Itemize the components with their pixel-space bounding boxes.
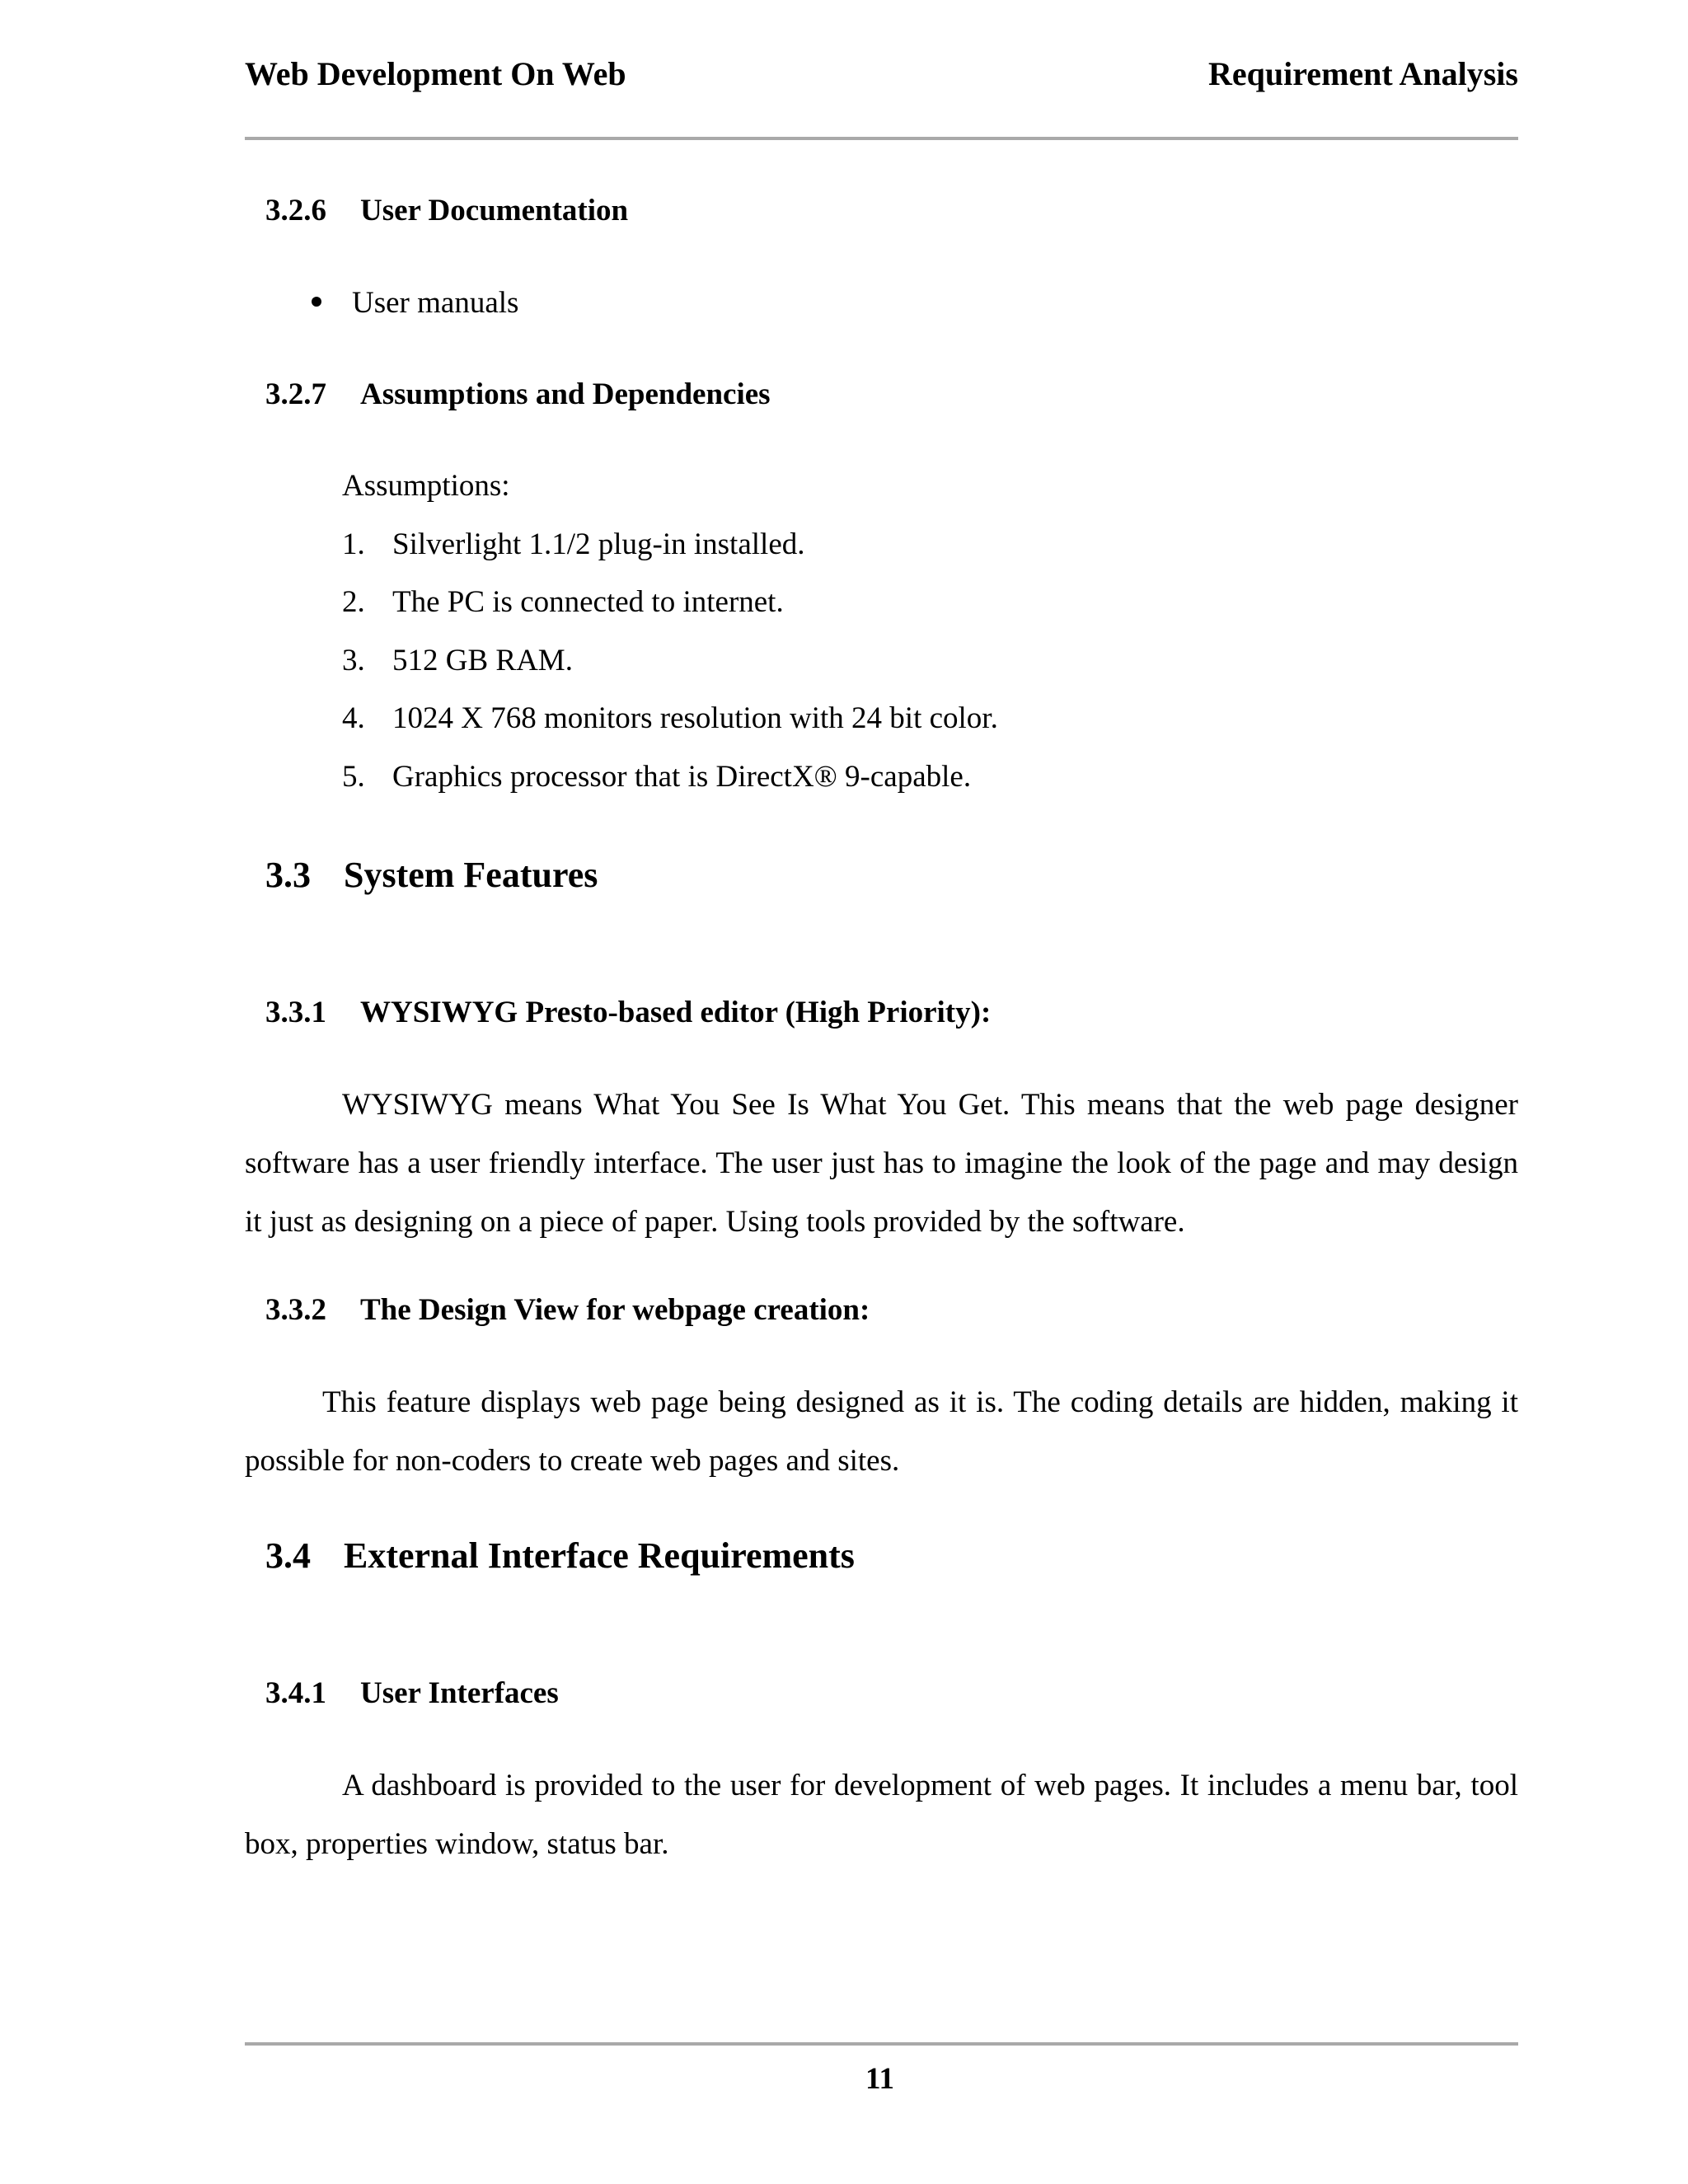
section-heading-3-3: [265, 857, 598, 893]
assumptions-label: Assumptions:: [342, 469, 510, 503]
section-title: System Features: [344, 855, 598, 895]
section-title: WYSIWYG Presto-based editor (High Priority):: [360, 996, 992, 1029]
list-item-number: 2.: [342, 585, 365, 619]
section-number: 3.3: [265, 855, 311, 895]
paragraph-design-view: This feature displays web page being designed as it is. The coding details are hidden, making it possible for non-coders to create web pages and sites.: [245, 1385, 1518, 1478]
section-number: 3.4: [265, 1535, 311, 1576]
section-number: 3.3.2: [265, 1293, 326, 1327]
list-item-text: 512 GB RAM.: [392, 644, 573, 677]
list-item-number: 1.: [342, 527, 365, 561]
section-title: Assumptions and Dependencies: [360, 377, 771, 411]
section-heading-3-2-6: [265, 195, 628, 226]
list-item: [342, 645, 573, 676]
list-item: [342, 587, 784, 617]
section-heading-3-3-2: [265, 1295, 870, 1325]
section-title: User Interfaces: [360, 1676, 559, 1710]
list-item: [342, 762, 971, 792]
list-item-text: The PC is connected to internet.: [392, 585, 784, 619]
list-item: [342, 529, 805, 560]
bullet-icon: [312, 297, 321, 307]
header-divider: [245, 137, 1518, 140]
list-item-text: 1024 X 768 monitors resolution with 24 bit color.: [392, 701, 998, 735]
section-title: User Documentation: [360, 194, 629, 227]
header-left-title: Web Development On Web: [245, 55, 626, 92]
section-number: 3.2.6: [265, 194, 326, 227]
list-item-number: 5.: [342, 760, 365, 794]
section-heading-3-2-7: [265, 379, 771, 410]
bullet-item: User manuals: [352, 286, 519, 320]
paragraph-wysiwyg: WYSIWYG means What You See Is What You Get. This means that the web page designer software has a user friendly interface. The user just has to imagine the look of the page and may design it just as designing on a piece of paper. Using tools provided by the software.: [245, 1088, 1518, 1239]
section-number: 3.4.1: [265, 1676, 326, 1710]
section-number: 3.3.1: [265, 996, 326, 1029]
list-item-text: Silverlight 1.1/2 plug-in installed.: [392, 527, 805, 561]
header-right-title: Requirement Analysis: [1208, 55, 1518, 92]
section-heading-3-3-1: [265, 997, 991, 1028]
section-heading-3-4-1: [265, 1678, 559, 1708]
section-title: External Interface Requirements: [344, 1535, 855, 1576]
page-number: 11: [865, 2062, 894, 2096]
list-item: [342, 703, 998, 733]
list-item-text: Graphics processor that is DirectX® 9-capable.: [392, 760, 972, 794]
paragraph-user-interfaces: A dashboard is provided to the user for development of web pages. It includes a menu bar, tool box, properties window, status bar.: [245, 1769, 1518, 1861]
list-item-number: 3.: [342, 644, 365, 677]
section-heading-3-4: [265, 1535, 855, 1576]
section-number: 3.2.7: [265, 377, 326, 411]
footer-divider: [245, 2042, 1518, 2046]
list-item-number: 4.: [342, 701, 365, 735]
section-title: The Design View for webpage creation:: [360, 1293, 870, 1327]
